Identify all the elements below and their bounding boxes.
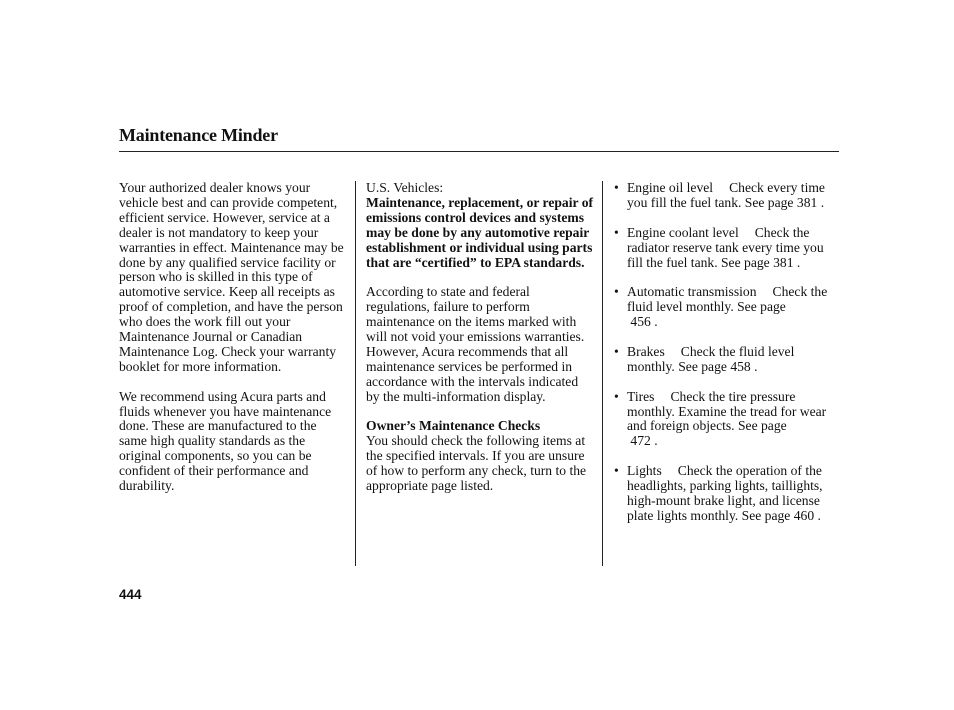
check-item-end: . [754,358,758,374]
bullet-dot: • [614,463,619,479]
page-number: 444 [119,587,142,602]
acura-parts-paragraph: We recommend using Acura parts and fluids whenever you have maintenance done. These are manufactured to the same high quality standards as the original components, so you can be confident of their performance and durability. [119,388,332,494]
page-reference-link[interactable]: 458 [730,358,751,374]
emissions-statement: Maintenance, replacement, or repair of emissions control devices and systems may be done by any automotive repair establishment or individual using parts that are “certified” to EPA standards. [366,194,594,270]
page-reference-link[interactable]: 472 [630,433,651,449]
check-item-name: Automatic transmission [627,284,757,300]
check-item-end: . [796,254,801,270]
check-item-name: Lights [627,463,662,479]
check-item-text: Check every time you fill the fuel tank. See page [627,180,825,210]
column-divider-2 [602,181,603,566]
column-left [119,181,344,509]
check-item-engine-coolant [614,226,842,271]
check-item-brakes [614,345,842,375]
page-reference-link[interactable]: 456 [630,314,651,330]
dealer-paragraph: Your authorized dealer knows your vehicle best and can provide competent, efficient service. However, service at a dealer is not mandatory to keep your warranties in effect. Maintenance may be done by any qualified service facility or person who is skilled in this type of automotive service. Keep all receipts as proof of completion, and have the person who does the work fill out your Maintenance Journal or Canadian Maintenance Log. Check your warranty booklet for more information. [119,180,344,374]
page-title: Maintenance Minder [119,125,278,145]
page-reference-link[interactable]: 381 [796,194,818,210]
check-item-end: . [654,314,658,330]
check-item-text: Check the operation of the headlights, parking lights, taillights, high-mount brake light, and license plate lights monthly. See page [627,463,823,523]
column-divider-1 [355,181,356,566]
regulations-paragraph [366,285,594,404]
bullet-dot: • [614,343,619,359]
check-item-tires [614,390,842,450]
check-item-end: . [817,507,821,523]
check-item-name: Brakes [627,343,665,359]
check-item-text: Check the fluid level monthly. See page [627,284,828,315]
bullet-dot: • [614,388,619,404]
check-item-text: Check the fluid level monthly. See page [627,343,795,374]
regulations-text-1: According to state and federal regulations, failure to perform maintenance on the items marked with [366,284,577,330]
page-reference-link[interactable]: 460 [793,507,815,523]
check-item-end: . [654,433,658,449]
title-rule [119,151,839,152]
owners-checks-text: You should check the following items at the specified intervals. If you are unsure of how to perform any check, turn to the appropriate page listed. [366,433,587,494]
us-vehicles-label: U.S. Vehicles: [366,180,444,195]
column-right [614,181,842,539]
bullet-dot: • [614,284,619,300]
check-item-engine-oil [614,181,842,211]
us-vehicles-block [366,181,594,270]
check-item-end: . [820,194,825,210]
page-reference-link[interactable]: 381 [773,254,794,270]
check-item-automatic-transmission [614,285,842,330]
check-item-name: Engine coolant level [627,224,739,240]
owners-checks-heading: Owner’s Maintenance Checks [366,418,541,434]
check-item-text: Check the tire pressure monthly. Examine the tread for wear and foreign objects. See page [627,388,827,434]
column-middle [366,181,594,509]
check-item-name: Engine oil level [627,180,714,195]
check-item-name: Tires [627,388,655,404]
regulations-text-2: will not void your emissions warranties. However, Acura recommends that all maintenance services be performed in accordance with the intervals indicated by the multi-information display. [366,329,585,404]
bullet-dot: • [614,180,619,195]
owners-checks-block [366,419,594,494]
check-item-lights [614,464,842,524]
check-item-text: Check the radiator reserve tank every time you fill the fuel tank. See page [627,224,824,270]
bullet-dot: • [614,224,619,240]
